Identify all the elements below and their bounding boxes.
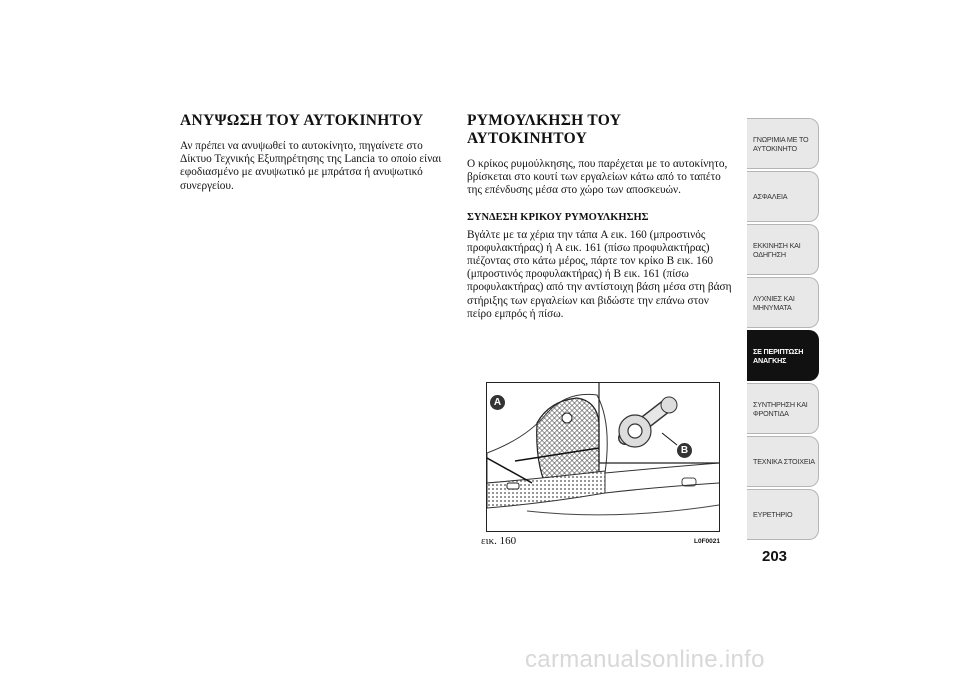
tab-lights-messages[interactable] (747, 277, 819, 328)
tab-safety[interactable] (747, 171, 819, 222)
tab-label: ΑΣΦΑΛΕΙΑ (753, 192, 788, 201)
watermark: carmanualsonline.info (525, 646, 765, 673)
tab-label: ΣΕ ΠΕΡΙΠΤΩΣΗ ΑΝΑΓΚΗΣ (753, 346, 804, 365)
tab-label: ΓΝΩΡΙΜΙΑ ΜΕ ΤΟ ΑΥΤΟΚΙΝΗΤΟ (753, 134, 809, 153)
tab-starting-driving[interactable] (747, 224, 819, 275)
lifting-text: Αν πρέπει να ανυψωθεί το αυτοκίνητο, πηγαίνετε στο Δίκτυο Τεχνικής Εξυπηρέτησης της Lancia το οποίο είναι εφοδιασμένο με ανυψωτικό με μπράτσα ή ανυψωτικό συνεργείου. (180, 140, 442, 192)
towing-text: Βγάλτε με τα χέρια την τάπα A εικ. 160 (μπροστινός προφυλακτήρας) ή A εικ. 161 (πίσω προφυλακτήρας) πιέζοντας στο κάτω μέρος, πάρτε τον κρίκο B εικ. 160 (μπροστινός προφυλακτήρας) ή B εικ. 161 (πίσω προφυλακτήρας) από την αντίστοιχη βάση μέσα στη βάση στήριξης των εργαλείων και βιδώστε την επάνω στον πείρο εμπρός ή πίσω. (467, 228, 732, 320)
towing-subtitle: ΣΥΝΔΕΣΗ ΚΡΙΚΟΥ ΡΥΜΟΥΛΚΗΣΗΣ (467, 211, 649, 223)
tab-label: ΛΥΧΝΙΕΣ ΚΑΙ ΜΗΝΥΜΑΤΑ (753, 293, 795, 312)
tab-index[interactable] (747, 489, 819, 540)
tab-getting-to-know[interactable] (747, 118, 819, 169)
label-b: B (677, 443, 692, 458)
label-a: A (490, 395, 505, 410)
towing-intro: Ο κρίκος ρυμούλκησης, που παρέχεται με το αυτοκίνητο, βρίσκεται στο κουτί των εργαλείων κάτω από το ταπέτο της επένδυσης μέσα στο χώρο των αποσκευών. (467, 158, 728, 197)
figure-caption: εικ. 160 (481, 535, 517, 547)
tab-label: ΕΥΡΕΤΗΡΙΟ (753, 510, 793, 519)
right-column (467, 112, 735, 321)
tab-maintenance[interactable] (747, 383, 819, 434)
tab-label: ΕΚΚΙΝΗΣΗ ΚΑΙ ΟΔΗΓΗΣΗ (753, 240, 801, 259)
tab-label: ΤΕΧΝΙΚΑ ΣΤΟΙΧΕΙΑ (753, 457, 815, 466)
figure-code: L0F0021 (694, 538, 721, 545)
lifting-title: ΑΝΥΨΩΣΗ ΤΟΥ ΑΥΤΟΚΙΝΗΤΟΥ (180, 112, 424, 129)
left-column (180, 112, 442, 193)
towing-eye-illustration (486, 382, 720, 532)
tab-technical-data[interactable] (747, 436, 819, 487)
towing-title: ΡΥΜΟΥΛΚΗΣΗ ΤΟΥ ΑΥΤΟΚΙΝΗΤΟΥ (467, 112, 622, 147)
tab-label: ΣΥΝΤΗΡΗΣΗ ΚΑΙ ΦΡΟΝΤΙΔΑ (753, 399, 808, 418)
chapter-tabs (747, 118, 819, 542)
tab-emergency[interactable] (747, 330, 819, 381)
page-number: 203 (762, 548, 788, 565)
